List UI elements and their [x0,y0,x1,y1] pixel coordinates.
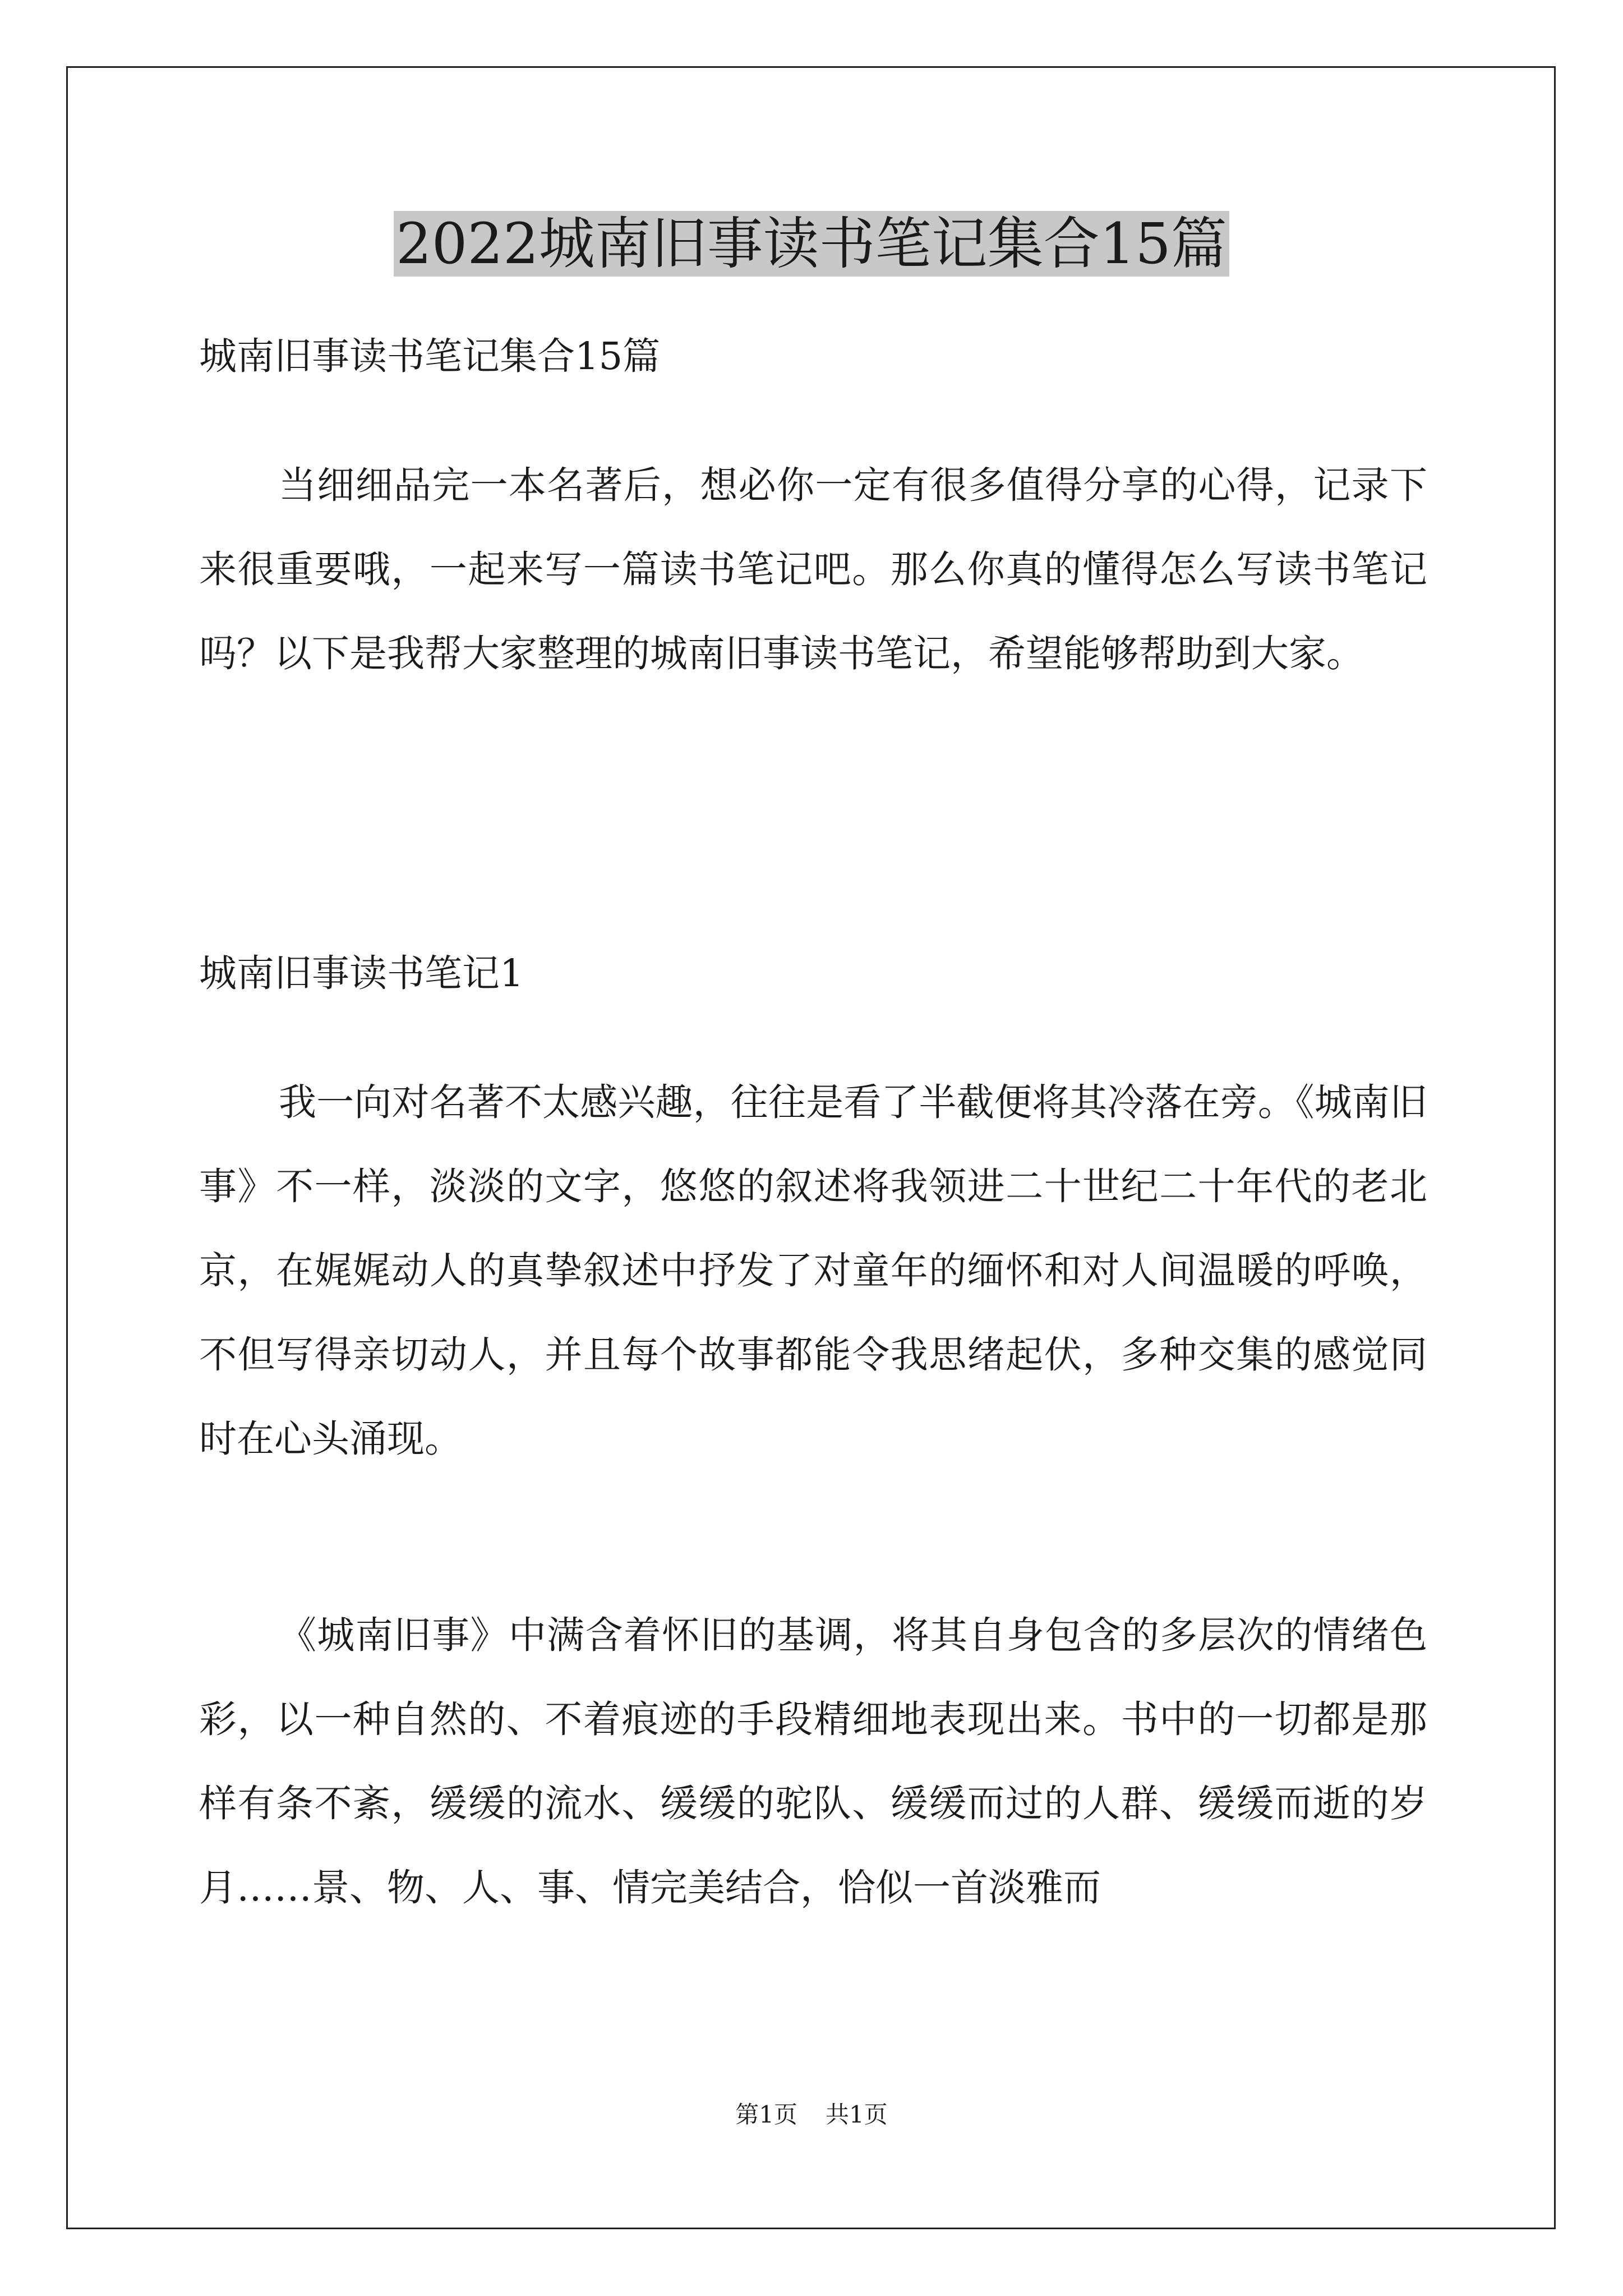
section-heading: 城南旧事读书笔记1 [199,951,524,995]
document-subtitle: 城南旧事读书笔记集合15篇 [199,334,661,378]
intro-paragraph: 当细细品完一本名著后，想必你一定有很多值得分享的心得，记录下来很重要哦，一起来写一篇读书笔记吧。那么你真的懂得怎么写读书笔记吗？以下是我帮大家整理的城南旧事读书笔记，希望能够帮助到大家。 [199,463,1427,675]
body-paragraph-1: 我一向对名著不太感兴趣，往往是看了半截便将其冷落在旁。《城南旧事》不一样，淡淡的文字，悠悠的叙述将我领进二十世纪二十年代的老北京，在娓娓动人的真挚叙述中抒发了对童年的缅怀和对人间温暖的呼唤，不但写得亲切动人，并且每个故事都能令我思绪起伏，多种交集的感觉同时在心头涌现。 [199,1080,1427,1461]
document-title [0,208,1623,280]
page-footer [0,2098,1623,2132]
document-title-text: 2022城南旧事读书笔记集合15篇 [394,211,1229,277]
page-total: 共1页 [826,2101,888,2128]
page-number: 第1页 [735,2101,797,2128]
body-paragraph-2: 《城南旧事》中满含着怀旧的基调，将其自身包含的多层次的情绪色彩，以一种自然的、不着痕迹的手段精细地表现出来。书中的一切都是那样有条不紊，缓缓的流水、缓缓的驼队、缓缓而过的人群、缓缓而逝的岁月……景、物、人、事、情完美结合，恰似一首淡雅而 [199,1613,1427,1910]
